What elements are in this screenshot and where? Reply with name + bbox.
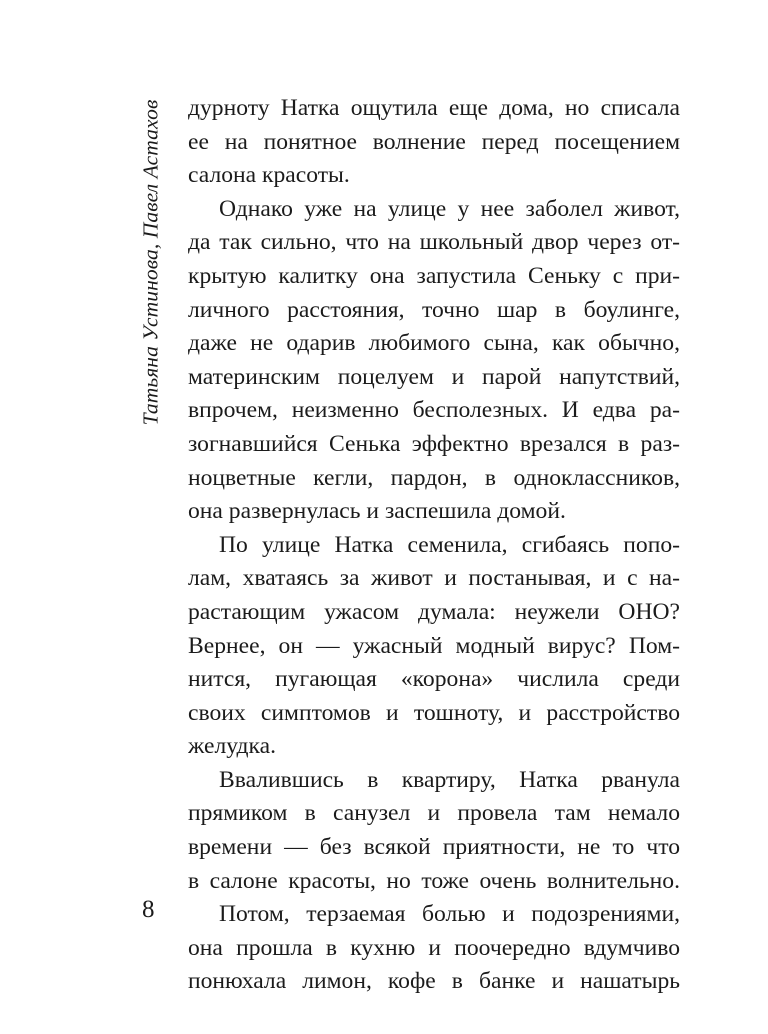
- text-line: своих симптомов и тошноту, и расстройство: [188, 699, 680, 726]
- text-line: Потом, терзаемая болью и подозрениями,: [219, 901, 680, 928]
- text-line: да так сильно, что на школьный двор через от-: [188, 229, 680, 256]
- text-line: желудка.: [188, 733, 277, 760]
- body-text: [188, 92, 680, 999]
- running-head-text: Татьяна Устинова, Павел Астахов: [138, 99, 163, 426]
- text-line: лам, хватаясь за живот и постанывая, и с на-: [188, 565, 680, 592]
- text-line: впрочем, неизменно бесполезных. И едва ра-: [188, 397, 680, 424]
- text-line: крытую калитку она запустила Сеньку с при-: [188, 262, 680, 289]
- text-line: ее на понятное волнение перед посещением: [188, 128, 680, 155]
- text-line: Однако уже на улице у нее заболел живот,: [219, 195, 680, 222]
- text-line: личного расстояния, точно шар в боулинге,: [188, 296, 680, 323]
- text-line: дурноту Натка ощутила еще дома, но списала: [188, 95, 680, 121]
- text-line: она прошла в кухню и поочередно вдумчиво: [188, 934, 680, 961]
- text-line: времени — без всякой приятности, не то что: [188, 834, 680, 861]
- text-line: в салоне красоты, но тоже очень волнительно.: [188, 867, 680, 894]
- text-line: она развернулась и заспешила домой.: [188, 498, 566, 525]
- text-line: ноцветные кегли, пардон, в одноклассников,: [188, 464, 680, 491]
- text-line: зогнавшийся Сенька эффектно врезался в раз-: [188, 430, 680, 457]
- text-line: даже не одарив любимого сына, как обычно,: [188, 330, 680, 357]
- text-line: салона красоты.: [188, 162, 350, 189]
- text-line: По улице Натка семенила, сгибаясь попо-: [219, 531, 680, 558]
- text-line: нится, пугающая «корона» числила среди: [188, 666, 680, 693]
- text-line: прямиком в санузел и провела там немало: [188, 800, 680, 827]
- text-line: материнским поцелуем и парой напутствий,: [188, 363, 680, 390]
- page-number: 8: [142, 896, 155, 923]
- text-line: понюхала лимон, кофе в банке и нашатырь: [188, 968, 680, 995]
- text-line: Ввалившись в квартиру, Натка рванула: [219, 766, 680, 793]
- text-line: растающим ужасом думала: неужели ОНО?: [188, 598, 680, 625]
- text-line: Вернее, он — ужасный модный вирус? Пом-: [188, 632, 680, 659]
- running-head: [134, 90, 168, 435]
